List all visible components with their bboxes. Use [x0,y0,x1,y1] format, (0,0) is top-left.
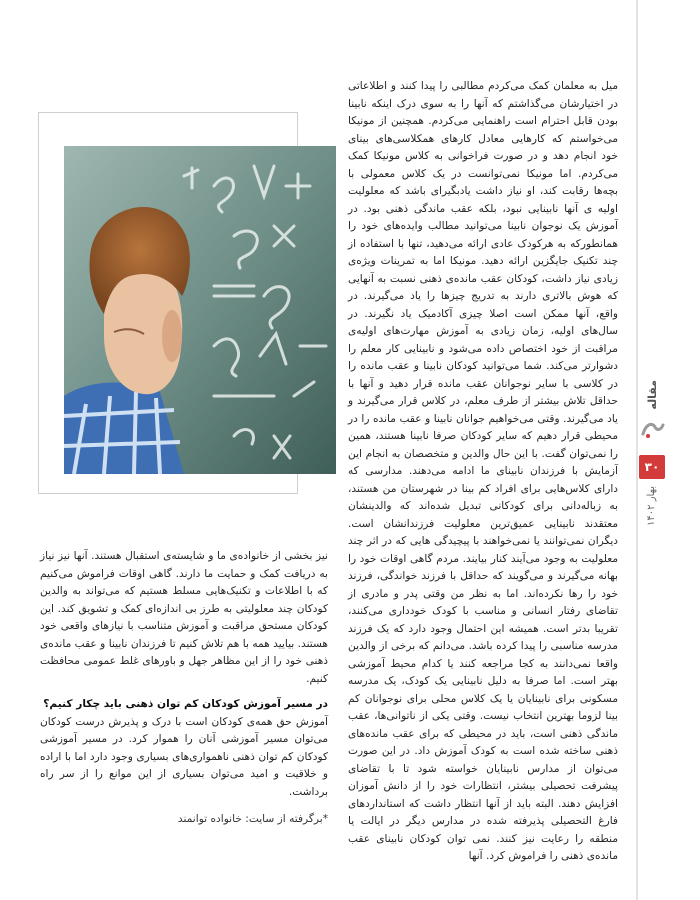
article-paragraph: آموزش حق همه‌ی کودکان است با درک و پذیرش درست کودکان می‌توان مسیر آموزشی آنان را هموار کرد. در مسیر آموزشی کودکان کم توان ذهنی ناهمواری‌های بسیاری وجود دارد اما با اراده و خلاقیت و امید می‌توان بسیاری از این موانع را از سر راه برداشت. [40,715,328,798]
section-label: مقاله [646,380,659,410]
article-paragraph: نیز بخشی از خانواده‌ی ما و شایسته‌ی استقبال هستند. آنها نیز نیاز به دریافت کمک و حمایت ما دارند. گاهی اوقات فراموش می‌کنیم که با اطلاعات و تکنیک‌هایی مسلط هستیم که می‌تواند به والدین کودکان چند معلولیتی به طرز بی اندازه‌ای کمک و تشویق کند. این کودکان مستحق مراقبت و آموزش متناسب با نیازهای واقعی خود هستند. بیایید همه با هم تلاش کنیم تا فرزندان نابینا و عقب مانده‌ی ذهنی خود را از این مظاهر جهل و باورهای غلط عمومی محافظت کنیم. [40,550,328,685]
page-number: ۳۰ [639,455,665,479]
source-note: *برگرفته از سایت: خانواده توانمند [177,813,328,825]
article-subheading: در مسیر آموزش کودکان کم توان ذهنی باید چکار کنیم؟ [43,698,328,710]
boy-at-chalkboard-photo [64,146,336,474]
article-column-left [40,548,328,829]
article-column-right [348,78,618,866]
margin-divider [636,0,638,900]
magazine-logo [640,418,666,440]
issue-label: بهار ۱۴۰۲ [646,486,657,526]
article-paragraph: میل به معلمان کمک می‌کردم مطالبی را پیدا کنند و اطلاعاتی در اختیارشان می‌گذاشتم که آنها را به سوی درک اینکه نابینا بودن قابل احترام است راهنمایی می‌کردم. همچنین از مونیکا می‌خواستم که کارهایی معادل کارهای همکلاسی‌های بینای خود انجام دهد و در صورت فراخوانی به کلاس مونیکا کمک می‌کردم. اما مونیکا نمی‌توانست در یک کلاس معمولی با بچه‌ها رقابت کند، او نیاز داشت یادبگیرای باشد که معلولیت اولیه ی آنها نابینایی نبود، بلکه عقب ماندگی ذهنی بود. در آموزش یک نوجوان نابینا می‌توانید مطالب وایده‌های خود را همانطورکه به هرکودک عادی ارائه می‌دهید، تنها با استفاده از چند تکنیک جایگزین ارائه دهید. مونیکا اما به تمرینات ویژه‌ی زیادی نیاز داشت، کودکان عقب مانده‌ی ذهنی نسبت به آنهایی که هوش بالاتری دارند به تدریج چیزها را یاد می‌گیرند. در واقع، آنها ممکن است اصلا چیزی آکادمیک یاد نگیرند. در سال‌های اولیه، زمان زیادی به آموزش مهارت‌های اولیه‌ی مراقبت از خود اختصاص داده می‌شود و نابینایی کار معلم را دشوارتر می‌کند. شما می‌توانید کودکان نابینا و عقب مانده را در کلاسی با سایر نوجوانان عقب مانده قرار دهید و آنها با حداقل تلاش بیشتر از طرف معلم، در کلاس قرار می‌گیرند و یاد می‌گیرند. وقتی می‌خواهیم جوانان نابینا و عقب مانده را در محیطی قرار دهیم که سایر کودکان صرفا نابینا هستند، همین را نمی‌توان گفت. با این حال والدین و متخصصان به انجام این آزمایش با فرزندان نابینای ما ادامه می‌دهند. مدارسی که دارای کلاس‌هایی برای افراد کم بینا در شهرستان من هستند، به زباله‌دانی برای کودکانی تبدیل شده‌اند که والدینشان معتقدند نابینایی عمیق‌ترین معلولیت فرزندانشان است. دیگران نمی‌توانند یا نمی‌خواهند با پیچیدگی هایی که در اثر چند معلولیت به وجود می‌آیند کنار بیایند. مردم گاهی اوقات خود را بهانه می‌گیرند و می‌گویند که حداقل با فرزند خواندگی، فرزند خود را رها نکرده‌اند. اما به نظر من وقتی پدر و مادری از تقاضای رفتار انسانی و مناسب با کودک خودداری می‌کنند، تقریبا بدتر است. همیشه این احتمال وجود دارد که یک فرزند مدرسه مناسبی را پیدا کرده باشد. می‌دانم که برخی از والدین واقعا نمی‌دانند به کجا مراجعه کنند یا کدام محیط آموزشی بهتر است. اما صرفا به دلیل نابینایی یک کودک، یک مدرسه مسکونی برای نابینایان یا یک کلاس محلی برای نوجوانان کم بینا لزوما بهترین انتخاب نیست. وقتی یکی از ناتوانی‌ها، عقب ماندگی ذهنی است، باید در محیطی که برای عقب مانده‌های ذهنی ساخته شده است به کودک آموزش داد. در این صورت می‌توان از مدارس نابینایان خواسته شود تا با تقاضای پیشرفت تحصیلی بیشتر، انتظارات خود را از دانش آموزان افزایش دهند. البته باید از آنها انتظار داشت که استانداردهای فارغ التحصیلی پذیرفته شده در مدارس دیگر در ایالت یا منطقه را رعایت نیز کنند. نمی توان کودکان نابینای عقب مانده‌ی ذهنی را فراموش کرد. آنها [348,80,618,862]
